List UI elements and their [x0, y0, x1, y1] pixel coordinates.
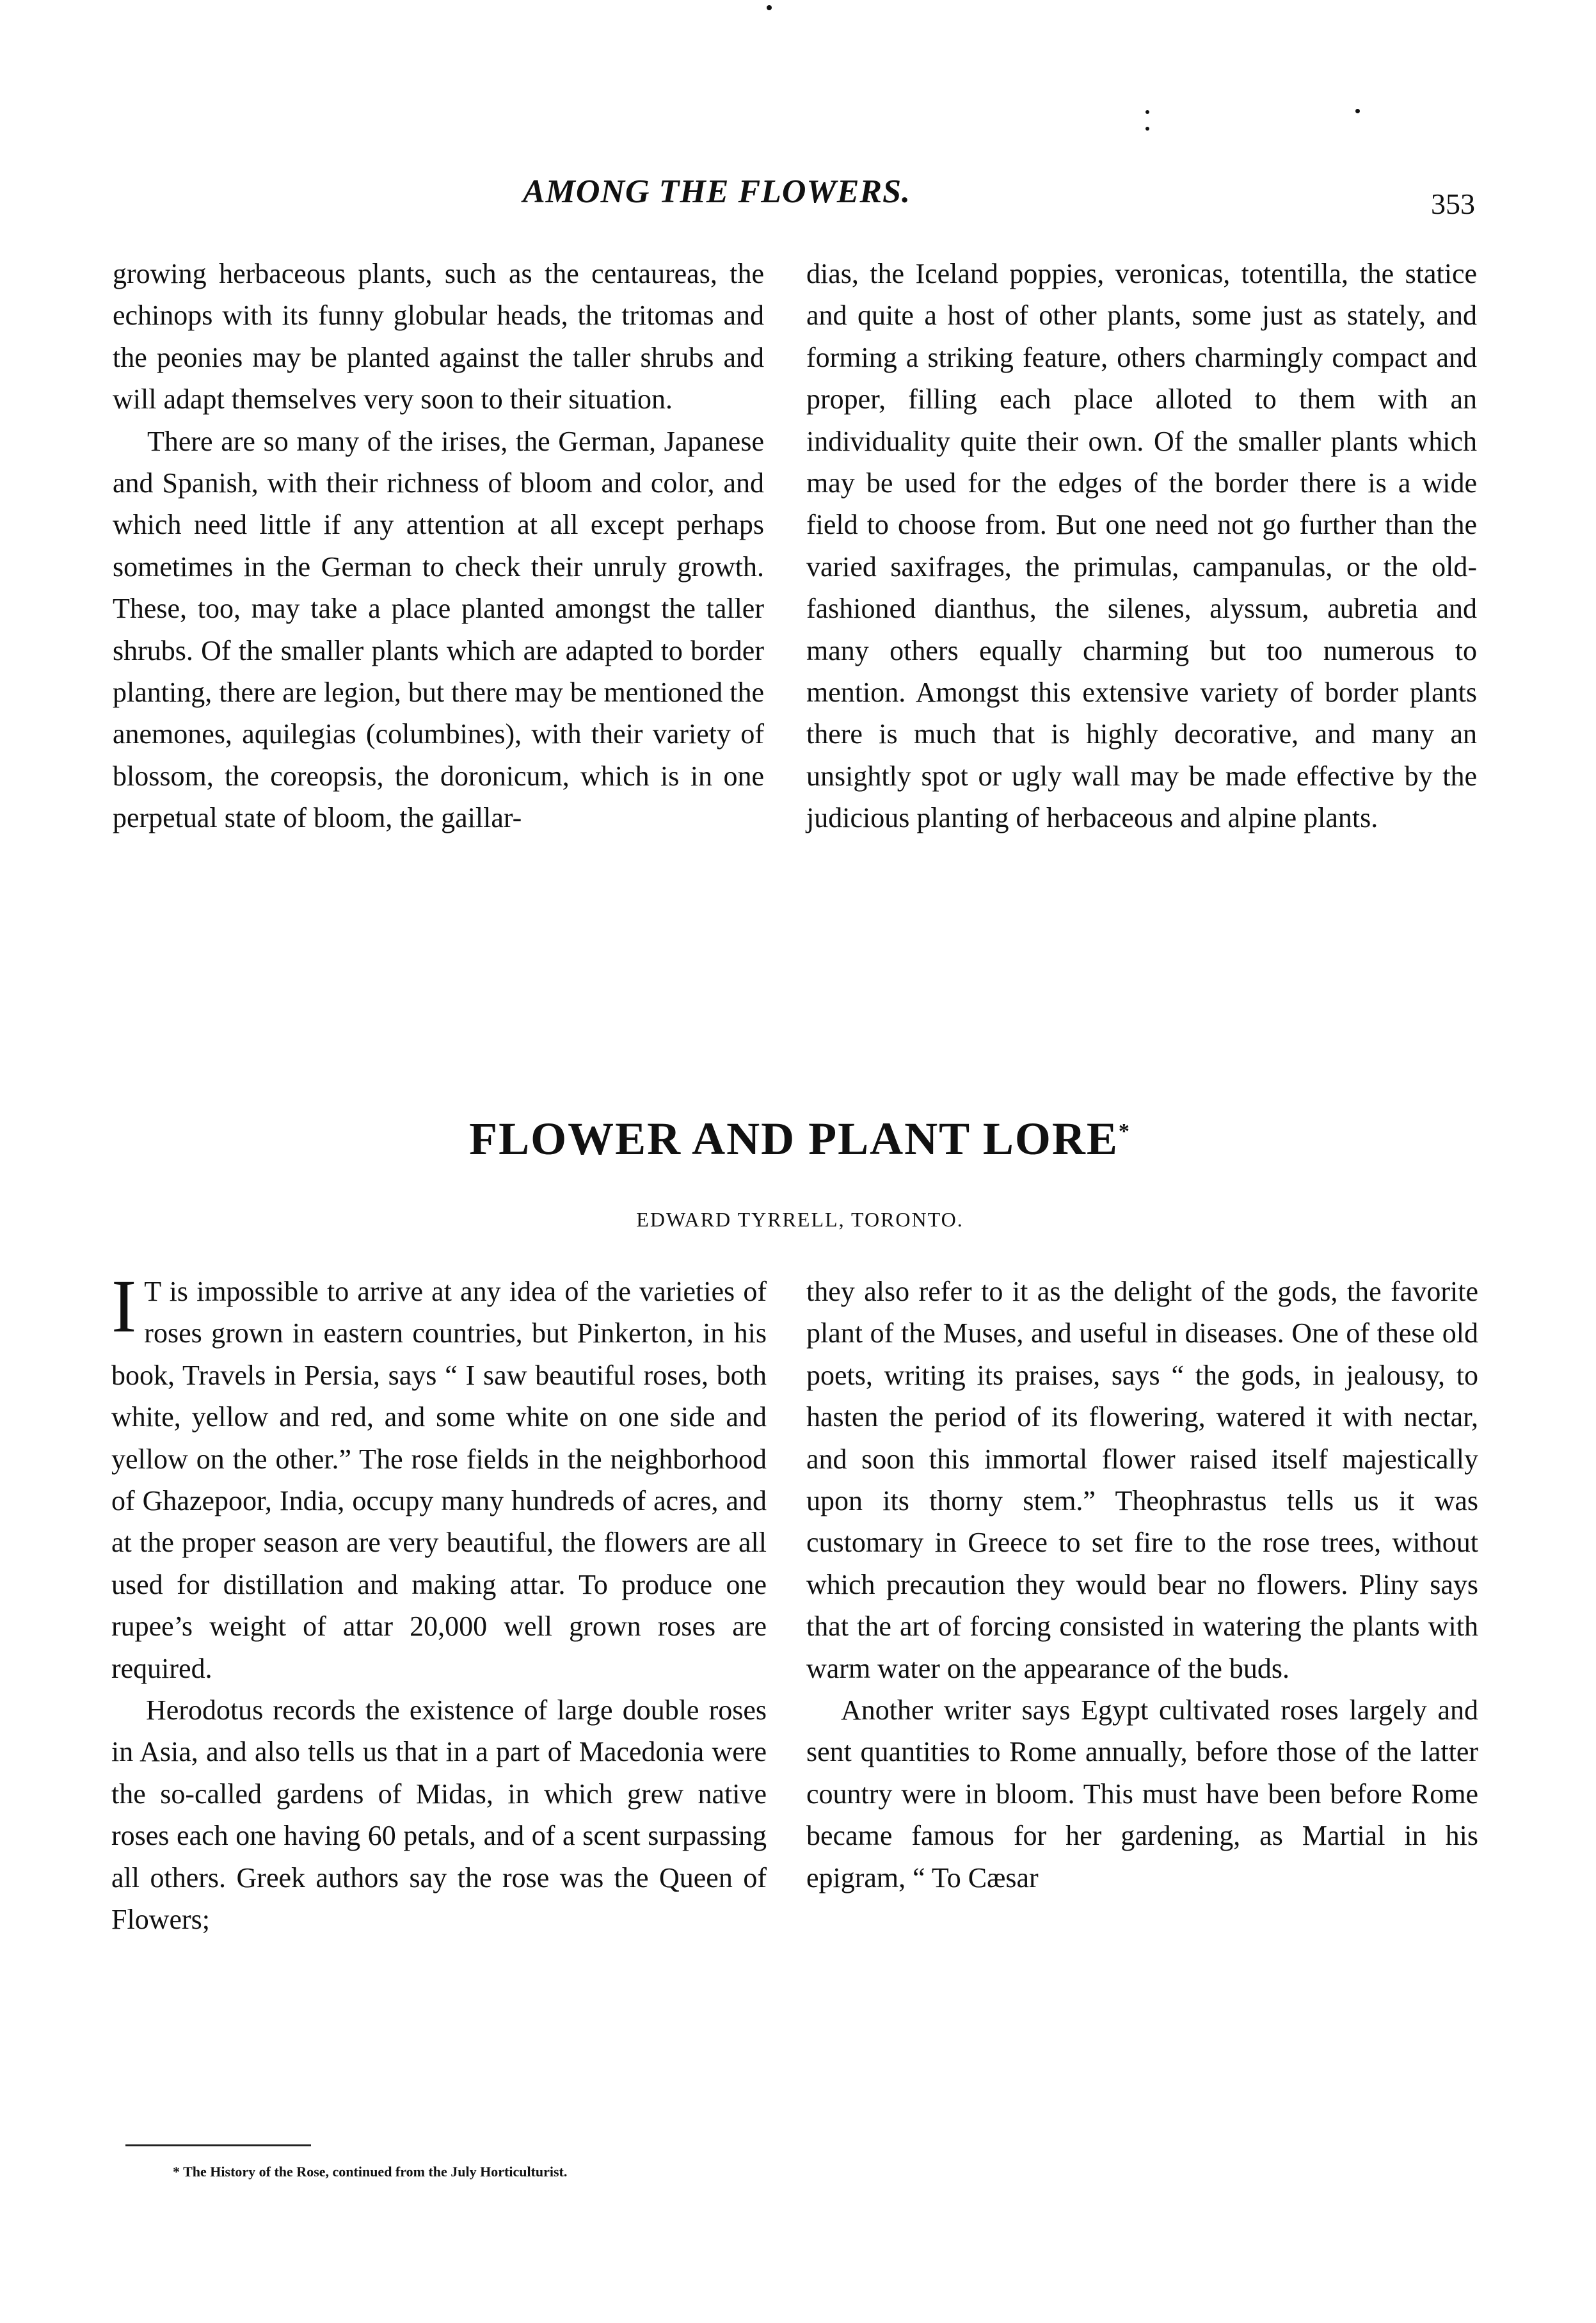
print-speck	[1145, 127, 1149, 131]
running-header: AMONG THE FLOWERS.	[523, 173, 911, 210]
page-number: 353	[1431, 188, 1475, 220]
footnote-marker: *	[1118, 1120, 1131, 1143]
article-title-text: FLOWER AND PLANT LORE	[469, 1113, 1119, 1164]
paragraph-text: T is impossible to arrive at any idea of the varieties of roses grown in eastern countries, but Pinkerton, in his book, Travels in Persia, says “ I saw beautiful roses, both white, yellow and red, and some white on one side and yellow on the other.” The rose fields in the neighborhood of Ghazepoor, India, occupy many hundreds of acres, and at the proper season are very beautiful, the flowers are all used for distillation and making attar. To produce one rupee’s weight of attar 20,000 well grown roses are required.	[111, 1276, 767, 1684]
print-speck	[1355, 109, 1360, 113]
article-title	[320, 1113, 1280, 1166]
top-right-column	[806, 253, 1477, 839]
print-speck	[767, 5, 772, 10]
paragraph: Herodotus records the existence of large double roses in Asia, and also tells us that in a part of Macedonia were the so-called gardens of Midas, in which grew native roses each one having 60 petals, and of a scent surpassing all others. Greek authors say the rose was the Queen of Flowers;	[111, 1694, 767, 1936]
footnote: * The History of the Rose, continued from the July Horticulturist.	[173, 2164, 568, 2180]
paragraph: growing herbaceous plants, such as the centaureas, the echinops with its funny globular heads, the tritomas and the peonies may be planted against the taller shrubs and will adapt themselves very soon to their situation.	[113, 258, 764, 415]
paragraph: they also refer to it as the delight of the gods, the favorite plant of the Muses, and useful in diseases. One of these old poets, writing its praises, says “ the gods, in jealousy, to hasten the period of its flowering, watered it with nectar, and soon this immortal flower raised itself majestically upon its thorny stem.” Theophrastus tells us it was customary in Greece to set fire to the rose trees, without which precaution they would bear no flowers. Pliny says that the art of forcing consisted in watering the plants with warm water on the appearance of the buds.	[806, 1276, 1478, 1684]
paragraph: Another writer says Egypt cultivated roses largely and sent quantities to Rome annually, before those of the latter country were in bloom. This must have been before Rome became famous for her gardening, as Martial in his epigram, “ To Cæsar	[806, 1694, 1478, 1893]
article-right-column	[806, 1271, 1478, 1899]
paragraph	[111, 1264, 767, 1689]
top-left-column	[113, 253, 764, 839]
paragraph: dias, the Iceland poppies, veronicas, totentilla, the statice and quite a host of other plants, some just as stately, and forming a striking feature, others charmingly compact and proper, filling each place alloted to them with an individuality quite their own. Of the smaller plants which may be used for the edges of the border there is a wide field to choose from. But one need not go further than the varied saxifrages, the primulas, campanulas, or the old-fashioned dianthus, the silenes, alyssum, aubretia and many others equally charming but too numerous to mention. Amongst this extensive variety of border plants there is much that is highly decorative, and many an unsightly spot or ugly wall may be made effective by the judicious planting of herbaceous and alpine plants.	[806, 258, 1477, 834]
article-left-column	[111, 1264, 767, 1941]
paragraph: There are so many of the irises, the German, Japanese and Spanish, with their richness of bloom and color, and which need little if any attention at all except perhaps sometimes in the German to check their unruly growth. These, too, may take a place planted amongst the taller shrubs. Of the smaller plants which are adapted to border planting, there are legion, but there may be mentioned the anemones, aquilegias (columbines), with their variety of blossom, the coreopsis, the doronicum, which is in one perpetual state of bloom, the gaillar-	[113, 425, 764, 834]
article-byline: EDWARD TYRRELL, TORONTO.	[636, 1208, 964, 1231]
print-speck	[1145, 110, 1149, 114]
drop-cap: I	[111, 1264, 137, 1348]
footnote-divider	[125, 2144, 311, 2146]
